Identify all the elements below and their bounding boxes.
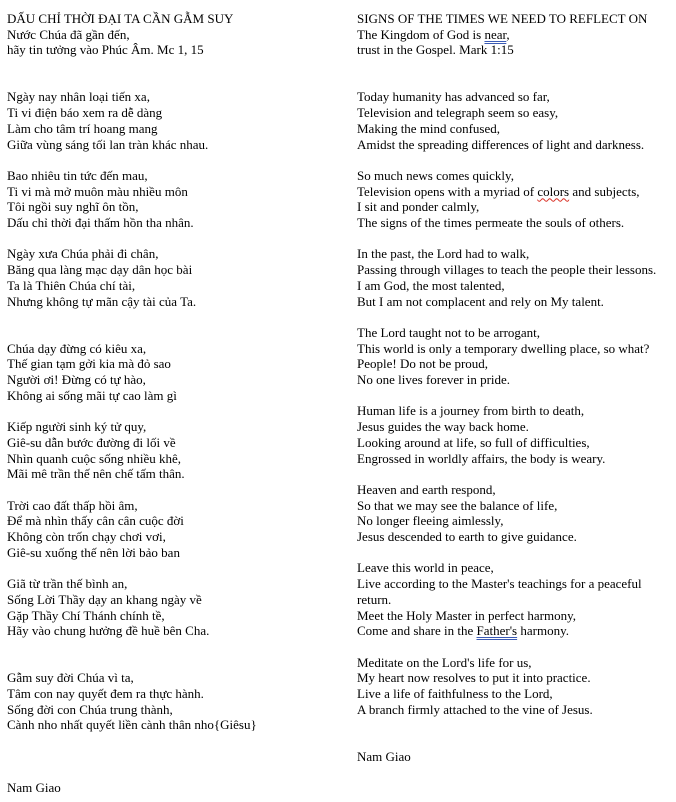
verse-line: Dấu chỉ thời đại thấm hồn tha nhân. [7,215,194,231]
verse-line: Tôi ngồi suy nghĩ ôn tồn, [7,199,139,215]
verse-line: Gẫm suy đời Chúa vì ta, [7,670,134,686]
verse-line: The signs of the times permeate the souls of others. [357,215,625,231]
verse-line: This world is only a temporary dwelling place, so what? [357,340,650,356]
verse-line: Television and telegraph seem so easy, [357,105,559,121]
verse-line: Kiếp người sinh ký tử quy, [7,419,147,435]
verse-line: Mãi mê trần thế nên chế tấm thân. [7,466,185,482]
verse-line: Không ai sống mãi tự cao làm gì [7,387,177,403]
stanza [7,246,337,309]
verse-line: Ngày xưa Chúa phải đi chân, [7,246,159,262]
stanza [357,560,675,639]
author-signature: Nam Giao [7,780,61,796]
verse-line: Come and share in the Father's harmony. [357,623,569,639]
verse-line: Người ơi! Đừng có tự hào, [7,372,146,388]
verse-line: Ta là Thiên Chúa chí tài, [7,277,136,293]
verse-line: Amidst the spreading differences of light and darkness. [357,136,645,152]
verse-line: Cành nho nhất quyết liền cành thân nho{Giêsu} [7,717,257,733]
epigraph-line: The Kingdom of God is near, [357,26,510,42]
verse-line: Ti vi điện báo xem ra dễ dàng [7,105,163,121]
stanza [357,403,675,466]
grammar-underline-word: near [484,26,507,42]
verse-line: Nhưng không tự mãn cậy tài của Ta. [7,293,197,309]
grammar-underline-word: Father's [476,623,518,639]
verse-line: Để mà nhìn thấy cân cân cuộc đời [7,513,184,529]
verse-line: Ti vi mà mở muôn màu nhiều môn [7,183,188,199]
stanza [7,341,337,404]
verse-line: Jesus guides the way back home. [357,419,529,435]
verse-line: Sống đời con Chúa trung thành, [7,701,173,717]
verse-line: Thế gian tạm gởi kia mà đỏ sao [7,356,171,372]
verse-line: Giê-su dẫn bước đường đi lối về [7,434,176,450]
verse-line: The Lord taught not to be arrogant, [357,324,541,340]
verse-line: Human life is a journey from birth to death, [357,403,585,419]
spelling-underline-word: colors [537,183,570,199]
verse-line: Chúa dạy đừng có kiêu xa, [7,340,147,356]
verse-line: No longer fleeing aimlessly, [357,513,504,529]
verse-line: Engrossed in worldly affairs, the body is weary. [357,450,606,466]
verse-line: Live according to the Master's teachings for a peaceful return. [357,576,642,607]
verse-line: In the past, the Lord had to walk, [357,246,530,262]
verse-line: Meet the Holy Master in perfect harmony, [357,607,577,623]
verse-line: Leave this world in peace, [357,560,494,576]
verse-line: Jesus descended to earth to give guidance. [357,529,577,545]
verse-line: Giã từ trần thế bình an, [7,576,128,592]
verse-line: A branch firmly attached to the vine of Jesus. [357,701,593,717]
stanza [7,576,337,639]
vietnamese-poem-column [7,11,337,796]
stanza [357,168,675,231]
verse-line: Giữa vùng sáng tối lan tràn khác nhau. [7,136,209,152]
verse-line: Heaven and earth respond, [357,481,496,497]
verse-line: Băng qua làng mạc dạy dân học bài [7,262,193,278]
verse-line: I am God, the most talented, [357,277,505,293]
epigraph-line: Nước Chúa đã gần đến, [7,26,130,42]
verse-line: Making the mind confused, [357,120,500,136]
stanza [357,89,675,152]
english-poem-column [357,11,675,765]
verse-line: Passing through villages to teach the people their lessons. [357,262,657,278]
verse-line: Meditate on the Lord's life for us, [357,654,532,670]
stanza [7,89,337,152]
verse-line: Television opens with a myriad of colors and subjects, [357,183,640,199]
stanza [7,498,337,561]
stanza [357,246,675,309]
verse-line: I sit and ponder calmly, [357,199,480,215]
poem-title-english: SIGNS OF THE TIMES WE NEED TO REFLECT ON [357,11,648,26]
verse-line: Gặp Thầy Chí Thánh chính tề, [7,607,165,623]
verse-line: Tâm con nay quyết đem ra thực hành. [7,686,204,702]
verse-line: Ngày nay nhân loại tiến xa, [7,89,150,105]
epigraph-line: hãy tin tưởng vào Phúc Âm. Mc 1, 15 [7,42,204,58]
verse-line: Giê-su xuống thế nên lời bảo ban [7,544,180,560]
verse-line: Không còn trốn chạy chơi vơi, [7,529,166,545]
verse-line: Làm cho tâm trí hoang mang [7,120,158,136]
verse-line: Live a life of faithfulness to the Lord, [357,686,553,702]
verse-line: My heart now resolves to put it into practice. [357,670,591,686]
verse-line: Trời cao đất thấp hồi âm, [7,497,138,513]
epigraph-line: trust in the Gospel. Mark 1:15 [357,42,514,58]
verse-line: But I am not complacent and rely on My talent. [357,293,604,309]
stanza [7,670,337,733]
poem-title-vietnamese: DẤU CHỈ THỜI ĐẠI TA CẦN GẪM SUY [7,11,234,26]
stanza [7,419,337,482]
stanza [7,168,337,231]
author-signature: Nam Giao [357,748,411,764]
verse-line: Today humanity has advanced so far, [357,89,550,105]
verse-line: Bao nhiêu tin tức đến mau, [7,167,148,183]
verse-line: Looking around at life, so full of difficulties, [357,434,590,450]
verse-line: Sống Lời Thầy dạy an khang ngày về [7,591,202,607]
verse-line: So that we may see the balance of life, [357,497,558,513]
stanza [357,482,675,545]
verse-line: So much news comes quickly, [357,167,514,183]
verse-line: Nhìn quanh cuộc sống nhiều khê, [7,450,182,466]
verse-line: No one lives forever in pride. [357,372,511,388]
verse-line: Hãy vào chung hưởng đề huề bên Cha. [7,623,210,639]
verse-line: People! Do not be proud, [357,356,489,372]
stanza [357,655,675,718]
stanza [357,325,675,388]
